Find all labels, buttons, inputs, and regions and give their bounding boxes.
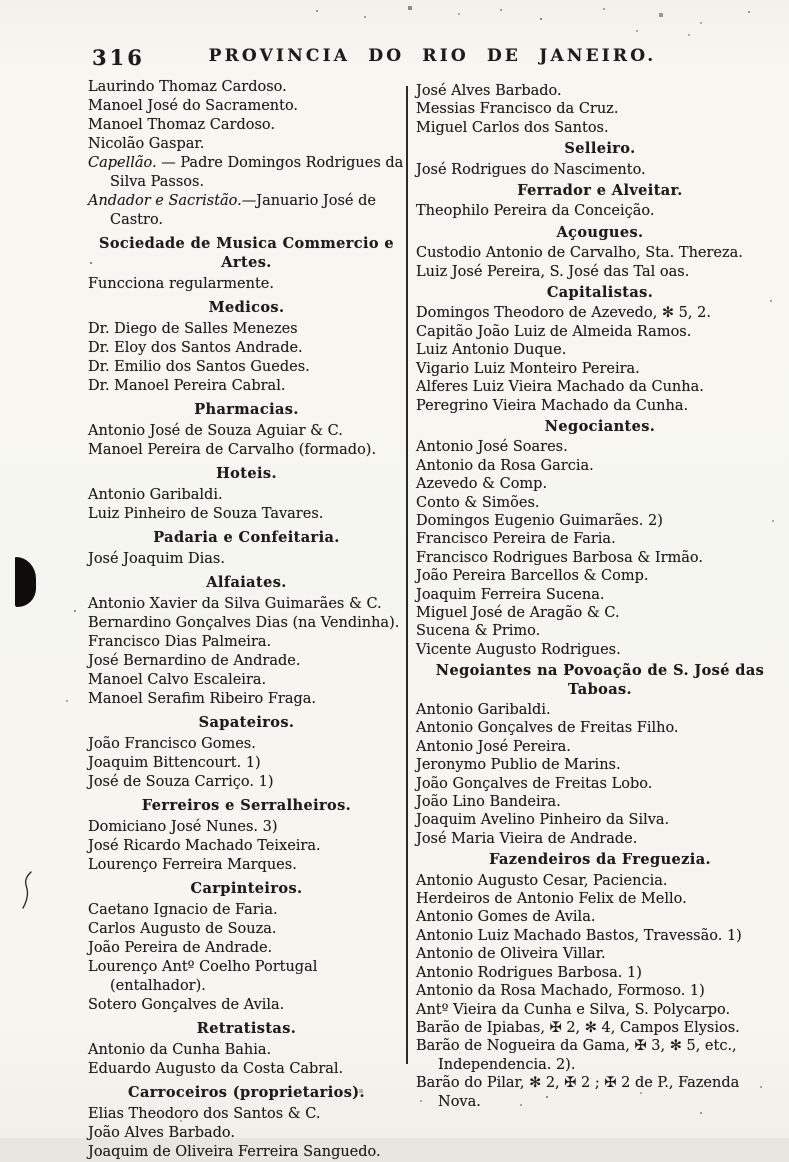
directory-entry: Vigario Luiz Monteiro Pereira. bbox=[416, 360, 640, 377]
directory-entry: Capellão. — Padre Domingos Rodrigues da Silva Passos. bbox=[88, 155, 404, 190]
directory-columns bbox=[88, 76, 784, 1162]
directory-entry: Joaquim Avelino Pinheiro da Silva. bbox=[416, 812, 670, 829]
directory-entry: José Bernardino de Andrade. bbox=[88, 653, 301, 669]
section-heading: Hoteis. bbox=[216, 465, 277, 482]
directory-entry: Peregrino Vieira Machado da Cunha. bbox=[416, 397, 689, 414]
office-title: Andador e Sacristão. bbox=[88, 193, 242, 209]
directory-entry: Antonio da Cunha Bahia. bbox=[88, 1042, 272, 1058]
directory-entry: Luiz Pinheiro de Souza Tavares. bbox=[88, 506, 324, 522]
directory-entry: Antº Vieira da Cunha e Silva, S. Polycarpo. bbox=[416, 1001, 731, 1018]
directory-entry: Laurindo Thomaz Cardoso. bbox=[88, 79, 287, 95]
section-heading: Sociedade de Musica Commercio e Artes. bbox=[98, 235, 395, 271]
section-heading: Selleiro. bbox=[564, 140, 636, 158]
section-heading: Negoiantes na Povoação de S. José das Taboas. bbox=[435, 662, 765, 698]
directory-entry: Barão do Pilar, ✻ 2, ✠ 2 ; ✠ 2 de P., Fazenda Nova. bbox=[416, 1075, 740, 1110]
page-title: PROVINCIA DO RIO DE JANEIRO. bbox=[208, 46, 657, 66]
directory-entry: Alferes Luiz Vieira Machado da Cunha. bbox=[416, 379, 704, 396]
directory-entry: Manoel Serafim Ribeiro Fraga. bbox=[88, 691, 317, 707]
scan-noise bbox=[0, 0, 2, 2]
directory-entry: Eduardo Augusto da Costa Cabral. bbox=[88, 1061, 344, 1077]
directory-entry: José Alves Barbado. bbox=[416, 83, 562, 99]
directory-entry: Caetano Ignacio de Faria. bbox=[88, 902, 278, 918]
directory-entry: Carlos Augusto de Souza. bbox=[88, 921, 277, 937]
directory-entry: José de Souza Carriço. 1) bbox=[88, 774, 274, 790]
directory-entry: Conto & Simões. bbox=[416, 494, 540, 511]
directory-entry: Antonio Xavier da Silva Guimarães & C. bbox=[88, 596, 382, 612]
directory-entry: Herdeiros de Antonio Felix de Mello. bbox=[416, 891, 687, 908]
directory-entry: Manoel Calvo Escaleira. bbox=[88, 672, 267, 688]
directory-entry: Antonio José de Souza Aguiar & C. bbox=[88, 423, 343, 439]
directory-entry: Joaquim Bittencourt. 1) bbox=[88, 755, 261, 771]
section-heading: Padaria e Confeitaria. bbox=[153, 529, 340, 546]
directory-entry: Antonio Augusto Cesar, Paciencia. bbox=[416, 872, 668, 889]
section-heading: Ferrador e Alveitar. bbox=[517, 182, 683, 200]
directory-entry: José Rodrigues do Nascimento. bbox=[416, 161, 646, 178]
directory-entry: Custodio Antonio de Carvalho, Sta. Thereza. bbox=[416, 245, 743, 262]
office-title: Capellão. bbox=[88, 155, 157, 171]
section-heading: Açougues. bbox=[556, 223, 644, 241]
left-column bbox=[88, 76, 405, 1162]
directory-entry: Joaquim Ferreira Sucena. bbox=[416, 586, 605, 603]
directory-entry: Francisco Rodrigues Barbosa & Irmão. bbox=[416, 549, 703, 566]
directory-entry: Lourenço Ferreira Marques. bbox=[88, 857, 297, 873]
directory-entry: Barão de Nogueira da Gama, ✠ 3, ✻ 5, etc., Independencia. 2). bbox=[416, 1038, 737, 1073]
directory-entry: Jeronymo Publio de Marins. bbox=[416, 757, 621, 774]
directory-entry: Luiz Antonio Duque. bbox=[416, 342, 567, 359]
directory-entry: Francisco Pereira de Faria. bbox=[416, 531, 616, 548]
directory-entry: João Gonçalves de Freitas Lobo. bbox=[416, 775, 653, 792]
section-heading: Ferreiros e Serralheiros. bbox=[141, 797, 352, 814]
directory-entry: Azevedo & Comp. bbox=[416, 476, 548, 493]
directory-entry: Antonio da Rosa Garcia. bbox=[416, 457, 594, 474]
directory-entry: Theophilo Pereira da Conceição. bbox=[416, 203, 655, 220]
directory-entry: Antonio José Pereira. bbox=[416, 738, 571, 755]
directory-entry: Antonio José Soares. bbox=[416, 439, 568, 456]
directory-entry: Dr. Manoel Pereira Cabral. bbox=[88, 378, 286, 394]
directory-entry: Antonio Rodrigues Barbosa. 1) bbox=[416, 964, 642, 981]
directory-entry: João Pereira de Andrade. bbox=[88, 940, 273, 956]
directory-entry: Messias Francisco da Cruz. bbox=[416, 101, 619, 118]
section-heading: Retratistas. bbox=[196, 1020, 297, 1037]
directory-entry: João Francisco Gomes. bbox=[88, 736, 256, 752]
directory-entry: Antonio da Rosa Machado, Formoso. 1) bbox=[416, 983, 705, 1000]
directory-entry: Manoel José do Sacramento. bbox=[88, 98, 299, 114]
directory-entry: Antonio Luiz Machado Bastos, Travessão. 1) bbox=[416, 927, 742, 944]
section-heading: Medicos. bbox=[208, 299, 285, 316]
right-column bbox=[416, 76, 784, 1162]
ink-squiggle-artifact bbox=[21, 871, 34, 913]
ink-blob-artifact bbox=[15, 557, 36, 607]
section-heading: Alfaiates. bbox=[206, 574, 287, 591]
directory-entry: Luiz José Pereira, S. José das Tal oas. bbox=[416, 263, 690, 280]
directory-entry: Francisco Dias Palmeira. bbox=[88, 634, 272, 650]
directory-entry: Domingos Eugenio Guimarães. 2) bbox=[416, 512, 663, 529]
directory-entry: Domiciano José Nunes. 3) bbox=[88, 819, 278, 835]
directory-entry: Sotero Gonçalves de Avila. bbox=[88, 997, 285, 1013]
page-number: 316 bbox=[92, 45, 145, 70]
directory-entry: Miguel José de Aragão & C. bbox=[416, 604, 620, 621]
directory-entry: Lourenço Antº Coelho Portugal (entalhador). bbox=[88, 959, 318, 994]
page-header bbox=[88, 42, 777, 74]
section-heading: Sapateiros. bbox=[198, 714, 295, 731]
directory-entry: Capitão João Luiz de Almeida Ramos. bbox=[416, 323, 692, 340]
section-heading: Carroceiros (proprietarios). bbox=[128, 1084, 365, 1101]
directory-entry: Vicente Augusto Rodrigues. bbox=[416, 641, 621, 658]
directory-entry: Antonio Gomes de Avila. bbox=[416, 909, 596, 926]
directory-entry: Nicolão Gaspar. bbox=[88, 136, 205, 152]
directory-entry: Antonio de Oliveira Villar. bbox=[416, 946, 606, 963]
directory-entry: José Maria Vieira de Andrade. bbox=[416, 830, 638, 847]
directory-entry: José Ricardo Machado Teixeira. bbox=[88, 838, 321, 854]
directory-entry: Elias Theodoro dos Santos & C. bbox=[88, 1106, 321, 1122]
directory-entry: Andador e Sacristão.—Januario José de Castro. bbox=[88, 193, 376, 228]
directory-entry: Dr. Diego de Salles Menezes bbox=[88, 321, 298, 337]
directory-entry: Dr. Eloy dos Santos Andrade. bbox=[88, 340, 303, 356]
directory-entry: Barão de Ipiabas, ✠ 2, ✻ 4, Campos Elysios. bbox=[416, 1019, 740, 1036]
directory-entry: Antonio Garibaldi. bbox=[416, 702, 551, 718]
section-heading: Pharmacias. bbox=[194, 401, 299, 418]
section-heading: Carpinteiros. bbox=[190, 880, 303, 897]
directory-entry: Bernardino Gonçalves Dias (na Vendinha). bbox=[88, 615, 400, 631]
directory-entry: Miguel Carlos dos Santos. bbox=[416, 119, 609, 136]
section-heading: Negociantes. bbox=[544, 417, 656, 435]
directory-entry: João Lino Bandeira. bbox=[416, 794, 561, 811]
directory-entry: Antonio Garibaldi. bbox=[88, 487, 223, 503]
section-heading: Fazendeiros da Freguezia. bbox=[489, 851, 711, 869]
directory-entry: Sucena & Primo. bbox=[416, 623, 541, 640]
directory-entry: Domingos Theodoro de Azevedo, ✻ 5, 2. bbox=[416, 305, 711, 322]
directory-entry: Manoel Pereira de Carvalho (formado). bbox=[88, 442, 377, 458]
directory-entry: Manoel Thomaz Cardoso. bbox=[88, 117, 275, 133]
directory-entry: Joaquim de Oliveira Ferreira Sanguedo. bbox=[88, 1144, 381, 1160]
directory-entry: João Pereira Barcellos & Comp. bbox=[416, 568, 649, 585]
directory-entry: José Joaquim Dias. bbox=[88, 551, 225, 567]
directory-entry: Funcciona regularmente. bbox=[88, 276, 274, 292]
directory-entry: João Alves Barbado. bbox=[88, 1125, 235, 1141]
directory-entry: Antonio Gonçalves de Freitas Filho. bbox=[416, 720, 679, 737]
directory-entry: Dr. Emilio dos Santos Guedes. bbox=[88, 359, 310, 375]
section-heading: Capitalistas. bbox=[546, 284, 654, 302]
